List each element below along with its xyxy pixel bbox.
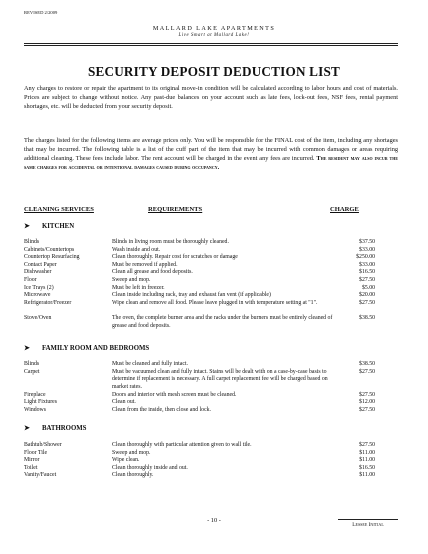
row-charge: $11.00	[359, 472, 375, 479]
page-title: SECURITY DEPOSIT DEDUCTION LIST	[87, 64, 341, 79]
row-charge: $27.50	[359, 406, 375, 413]
row-charge: $33.00	[359, 261, 375, 268]
row-charge: $37.50	[359, 239, 375, 245]
row-item: Cabinets/Countertops	[24, 246, 75, 253]
pricing-paragraph-emphasis: The resident may also incur the same charges for accidental or intentional damages caused during occupancy.	[24, 155, 398, 171]
row-charge: $27.50	[359, 277, 375, 283]
pricing-paragraph	[24, 136, 398, 172]
row-requirement: Clean thoroughly. Repair cost for scratches or damage	[112, 254, 238, 261]
section-title: KITCHEN	[42, 222, 75, 230]
row-charge: $5.00	[361, 284, 375, 291]
revision-date: REVISED 2/2009	[24, 10, 58, 15]
row-requirement: Must be vacuumed clean and fully intact. Stains will be dealt with on a case-by-case basis to determine if replacement is necessary. A full carpet replacement fee will be charged based on market rates.	[112, 368, 328, 390]
row-item: Floor	[24, 277, 37, 283]
header-rule-thin	[24, 45, 398, 46]
row-requirement: Wash inside and out.	[112, 246, 161, 253]
row-item: Carpet	[24, 368, 40, 375]
row-charge: $33.00	[359, 246, 375, 253]
arrow-bullet-icon: ➤	[24, 223, 30, 230]
row-charge: $11.00	[359, 449, 375, 456]
section-title: FAMILY ROOM AND BEDROOMS	[42, 344, 150, 352]
row-item: Refrigerator/Freezer	[24, 299, 72, 306]
row-requirement: Blinds in living room must be thoroughly cleaned.	[112, 239, 229, 245]
row-charge: $27.50	[359, 442, 375, 448]
pricing-paragraph-text: The charges listed for the following items are average prices only. You will be responsible for the FINAL cost of the item, including any shortages that may be incurred. The following table is a list of the cuff part of the item that may be incurred with common damages or areas requiring additional cleaning. These fees include labor. The rent account will be charged in the event any fees are incurred.	[24, 137, 398, 162]
header-rule	[24, 43, 398, 44]
lessee-initial-label: Lessee Initial	[352, 522, 384, 528]
row-requirement: Clean thoroughly with particular attention given to wall tile.	[112, 442, 252, 448]
row-item: Blinds	[24, 239, 40, 245]
row-item: Light Fixtures	[24, 399, 58, 406]
row-charge: $38.50	[359, 361, 375, 367]
row-requirement: Clean inside including rack, tray and exhaust fan vent (if applicable)	[112, 292, 271, 299]
row-charge: $20.00	[359, 292, 375, 299]
row-requirement: Wipe clean.	[112, 457, 140, 464]
row-charge: $250.00	[356, 254, 375, 261]
section-kitchen	[24, 222, 74, 230]
section-family-room-bedrooms	[24, 344, 149, 352]
row-requirement: The oven, the complete burner area and the racks under the burners must be entirely cleaned of grease and food deposits.	[112, 315, 333, 329]
row-item: Blinds	[24, 361, 40, 367]
intro-paragraph: Any charges to restore or repair the apartment to its original move-in condition will be calculated according to labor hours and cost of materials. Prices are subject to change without notice. Any past-due balances on your account such as late fees, lock-out fees, NSF fees, rental payment shortages, etc. will be deducted from your security deposit.	[24, 85, 398, 110]
company-tagline: Live Smart at Mallard Lake!	[178, 33, 250, 38]
row-requirement: Doors and interior with mesh screen must be cleaned.	[112, 391, 237, 398]
row-requirement: Must be cleaned and fully intact.	[112, 361, 188, 367]
row-requirement: Sweep and mop.	[112, 449, 151, 456]
row-item: Dishwasher	[24, 269, 52, 276]
row-item: Toilet	[24, 464, 38, 471]
section-title: BATHROOMS	[42, 424, 87, 432]
arrow-bullet-icon: ➤	[24, 425, 30, 432]
row-requirement: Clean out.	[112, 399, 136, 406]
row-item: Contact Paper	[24, 261, 57, 268]
row-item: Countertop Resurfacing	[24, 254, 80, 261]
row-charge: $27.50	[359, 391, 375, 398]
row-item: Vanity/Faucet	[24, 472, 57, 479]
arrow-bullet-icon: ➤	[24, 345, 30, 352]
row-item: Mirror	[24, 457, 40, 464]
page-number: - 10 -	[207, 517, 221, 524]
row-charge: $12.00	[359, 399, 375, 406]
lessee-initial-line	[338, 519, 398, 520]
row-charge: $27.50	[359, 368, 375, 375]
row-requirement: Must be removed if applied.	[112, 261, 178, 268]
row-charge: $11.00	[359, 457, 375, 464]
row-item: Ice Trays (2)	[24, 284, 54, 291]
row-charge: $38.50	[359, 315, 375, 321]
column-header-charge: CHARGE	[330, 206, 359, 213]
row-requirement: Clean all grease and food deposits.	[112, 269, 193, 276]
row-requirement: Clean thoroughly.	[112, 472, 154, 479]
row-item: Stove/Oven	[24, 315, 52, 321]
row-requirement: Clean from the inside, then close and lock.	[112, 406, 212, 413]
row-item: Floor Tile	[24, 449, 48, 456]
row-charge: $27.50	[359, 299, 375, 306]
row-requirement: Wipe clean and remove all food. Please leave plugged in with temperature setting at "1".	[112, 299, 318, 306]
column-header-requirements: REQUIREMENTS	[148, 206, 203, 213]
row-requirement: Clean thoroughly inside and out.	[112, 464, 188, 471]
row-item: Windows	[24, 406, 46, 413]
company-name: MALLARD LAKE APARTMENTS	[152, 25, 276, 32]
section-bathrooms	[24, 424, 86, 432]
column-header-cleaning-services: CLEANING SERVICES	[24, 206, 94, 213]
row-requirement: Must be left in freezer.	[112, 284, 165, 291]
row-charge: $16.50	[359, 269, 375, 276]
row-requirement: Sweep and mop.	[112, 277, 151, 283]
row-charge: $16.50	[359, 464, 375, 471]
row-item: Microwave	[24, 292, 51, 299]
row-item: Bathtub/Shower	[24, 442, 62, 448]
row-item: Fireplace	[24, 391, 46, 398]
